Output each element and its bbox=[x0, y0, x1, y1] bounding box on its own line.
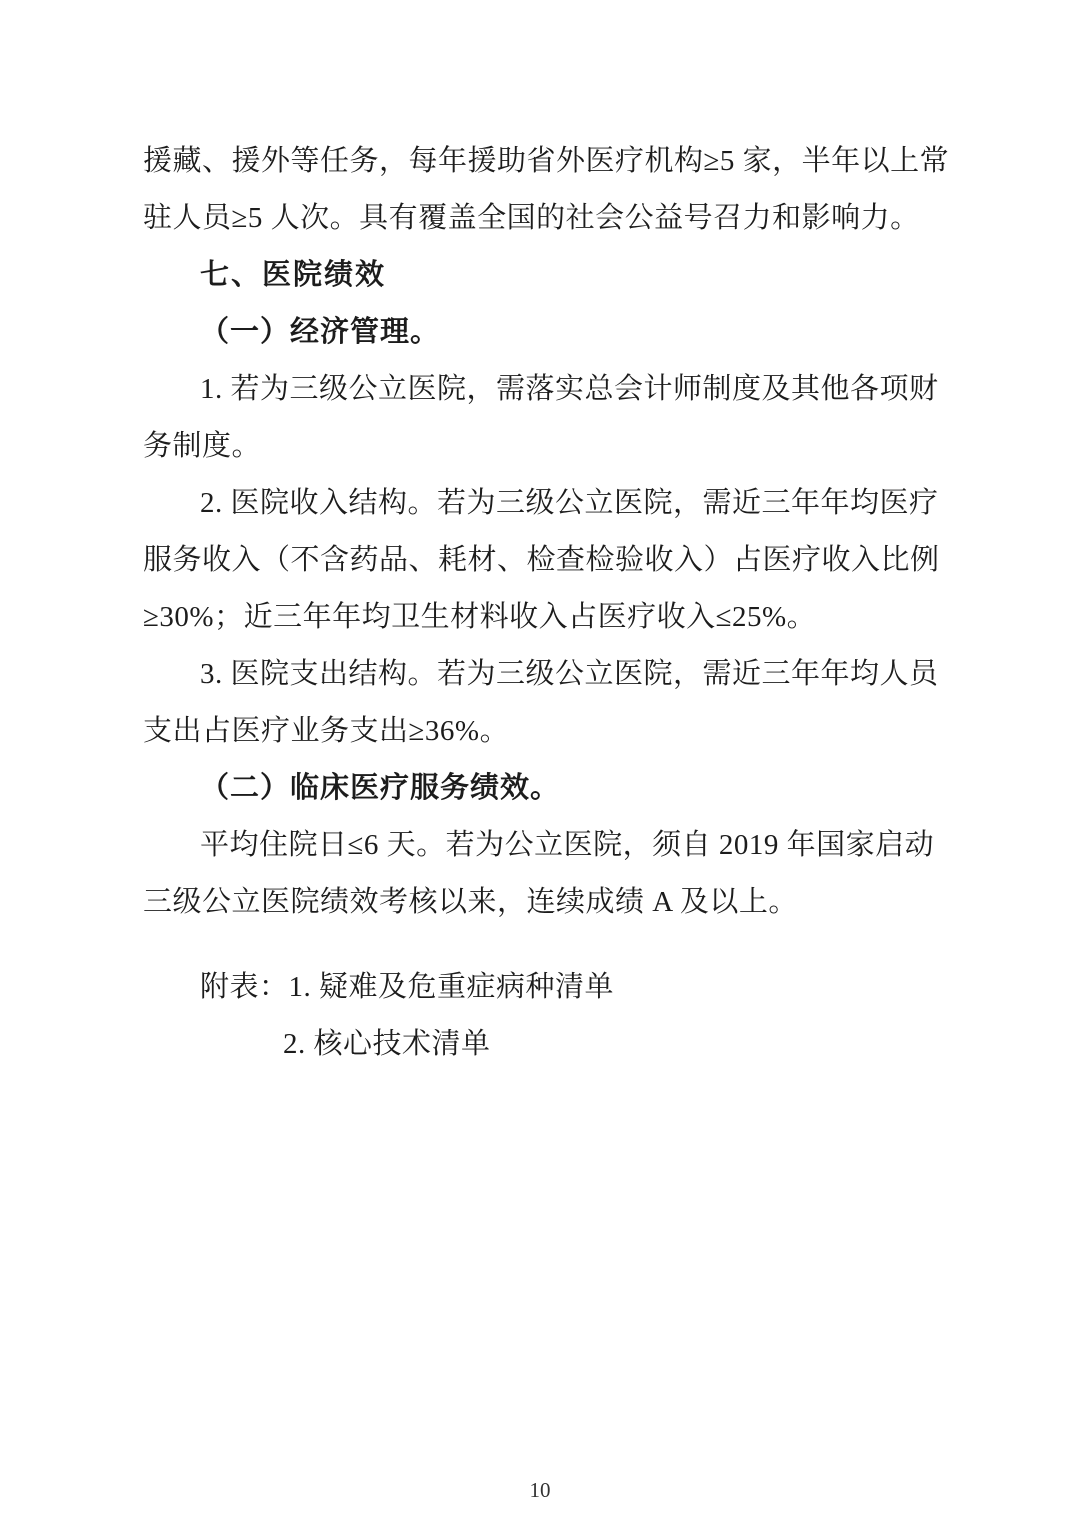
heading-clinical-service-performance: （二）临床医疗服务绩效。 bbox=[200, 772, 561, 804]
paragraph-item3-line-1: 3. 医院支出结构。若为三级公立医院，需近三年年均人员 bbox=[200, 658, 939, 690]
paragraph-continuation-line-1: 援藏、援外等任务，每年援助省外医疗机构≥5 家，半年以上常 bbox=[143, 145, 950, 177]
paragraph-item2-line-1: 2. 医院收入结构。若为三级公立医院，需近三年年均医疗 bbox=[200, 487, 939, 519]
paragraph-item2-line-2: 服务收入（不含药品、耗材、检查检验收入）占医疗收入比例 bbox=[143, 544, 940, 576]
attachment-list-line-2: 2. 核心技术清单 bbox=[283, 1028, 491, 1060]
paragraph-item2-line-3: ≥30%；近三年年均卫生材料收入占医疗收入≤25%。 bbox=[143, 601, 817, 633]
heading-economic-management: （一）经济管理。 bbox=[200, 316, 441, 348]
paragraph-continuation-line-2: 驻人员≥5 人次。具有覆盖全国的社会公益号召力和影响力。 bbox=[143, 202, 920, 234]
heading-section-seven-hospital-performance: 七、医院绩效 bbox=[200, 259, 387, 291]
paragraph-item1-line-2: 务制度。 bbox=[143, 430, 262, 462]
paragraph-item3-line-2: 支出占医疗业务支出≥36%。 bbox=[143, 715, 510, 747]
paragraph-clinical-line-1: 平均住院日≤6 天。若为公立医院，须自 2019 年国家启动 bbox=[200, 829, 935, 861]
blank-gap bbox=[143, 931, 943, 959]
attachment-list-line-1: 附表：1. 疑难及危重症病种清单 bbox=[200, 971, 615, 1003]
paragraph-clinical-line-2: 三级公立医院绩效考核以来，连续成绩 A 及以上。 bbox=[143, 886, 798, 918]
page-number: 10 bbox=[529, 1478, 551, 1502]
paragraph-item1-line-1: 1. 若为三级公立医院，需落实总会计师制度及其他各项财 bbox=[200, 373, 939, 405]
document-body bbox=[143, 133, 950, 1073]
